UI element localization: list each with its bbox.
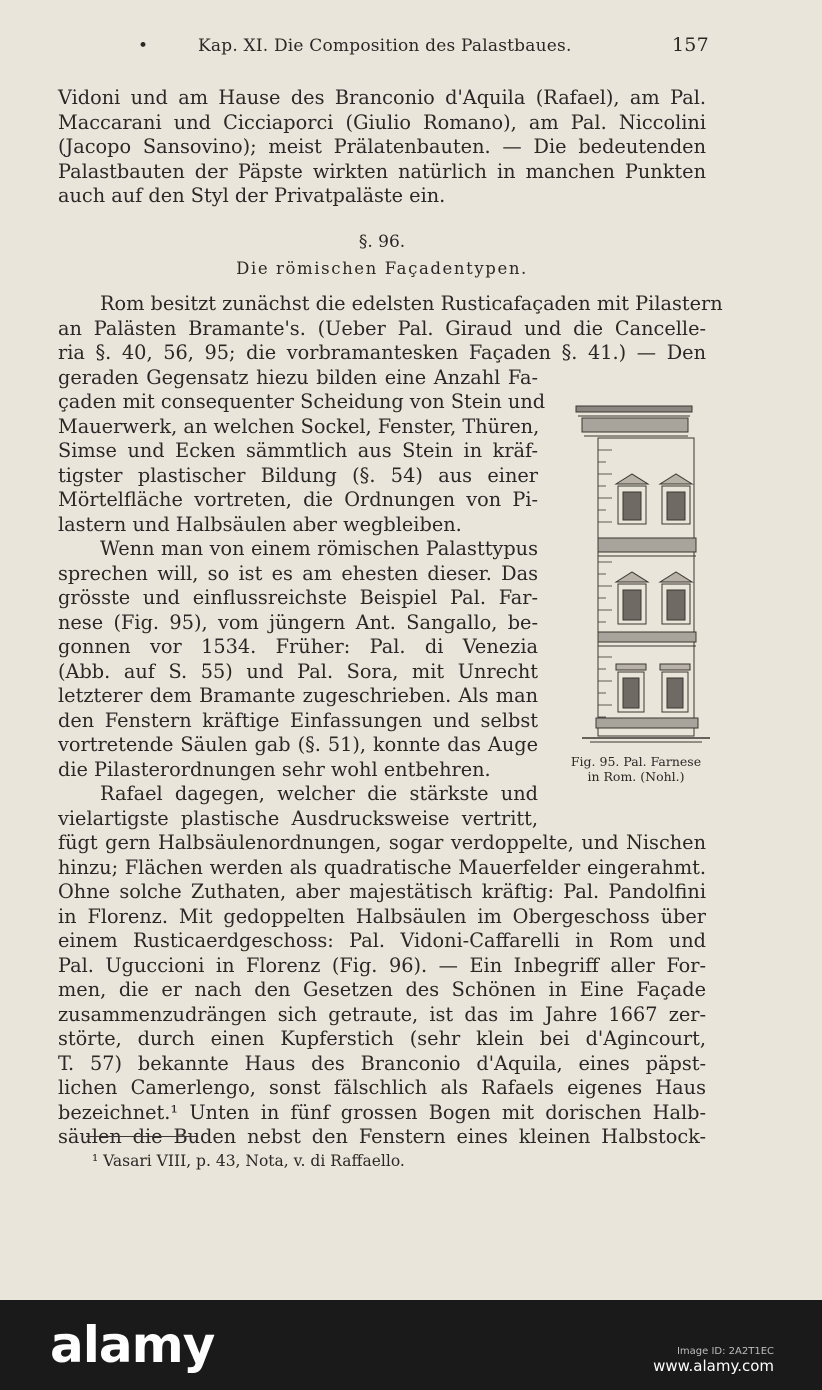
text-line: Wenn man von einem römischen Palasttypus: [100, 537, 538, 560]
text-line: vielartigste plastische Ausdrucksweise vertritt,: [58, 806, 538, 830]
text-line: (Jacopo Sansovino); meist Prälatenbauten. — Die bedeutenden: [58, 135, 706, 158]
page-number: 157: [672, 34, 709, 56]
text-line: Mörtelfläche vortreten, die Ordnungen von Pi-: [58, 488, 538, 511]
footnote: ¹ Vasari VIII, p. 43, Nota, v. di Raffaello.: [92, 1152, 405, 1170]
text-line: nese (Fig. 95), vom jüngern Ant. Sangallo, be-: [58, 610, 538, 634]
section-title: Die römischen Façadentypen.: [236, 259, 528, 278]
text-line: vortretende Säulen gab (§. 51), konnte das Auge: [58, 733, 538, 756]
text-line: letzterer dem Bramante zugeschrieben. Als man: [58, 684, 538, 707]
palazzo-farnese-facade-figure: [570, 402, 720, 748]
text-line: Simse und Ecken sämmtlich aus Stein in kräf-: [58, 439, 538, 462]
image-id-label: Image ID: 2A2T1EC: [676, 1346, 774, 1357]
text-line: Rom besitzt zunächst die edelsten Rusticafaçaden mit Pilastern: [100, 292, 723, 315]
text-line: Vidoni und am Hause des Branconio d'Aquila (Rafael), am Pal.: [58, 86, 706, 109]
section-number: §. 96.: [358, 232, 406, 252]
text-line: gonnen vor 1534. Früher: Pal. di Venezia: [58, 635, 538, 658]
text-line: störte, durch einen Kupferstich (sehr klein bei d'Agincourt,: [58, 1027, 706, 1050]
text-line: T. 57) bekannte Haus des Branconio d'Aquila, eines päpst-: [58, 1051, 706, 1075]
margin-mark: •: [138, 36, 149, 56]
figure-caption-line2: in Rom. (Nohl.): [587, 769, 685, 784]
running-title: Kap. XI. Die Composition des Palastbaues.: [198, 36, 572, 56]
text-line: Pal. Uguccioni in Florenz (Fig. 96). — Ein Inbegriff aller For-: [58, 953, 706, 977]
text-line: auch auf den Styl der Privatpaläste ein.: [58, 184, 446, 207]
text-line: säulen die Buden nebst den Fenstern eines kleinen Halbstock-: [58, 1125, 706, 1148]
text-line: çaden mit consequenter Scheidung von Stein und: [58, 390, 546, 413]
text-line: fügt gern Halbsäulenordnungen, sogar verdoppelte, und Nischen: [58, 831, 706, 854]
text-line: lichen Camerlengo, sonst fälschlich als Rafaels eigenes Haus: [58, 1076, 706, 1099]
text-line: an Palästen Bramante's. (Ueber Pal. Giraud und die Cancelle-: [58, 316, 706, 340]
text-line: grösste und einflussreichste Beispiel Pal. Far-: [58, 586, 538, 609]
text-line: (Abb. auf S. 55) und Pal. Sora, mit Unrecht: [58, 659, 538, 683]
text-line: Maccarani und Cicciaporci (Giulio Romano), am Pal. Niccolini: [58, 110, 706, 134]
text-line: lastern und Halbsäulen aber wegbleiben.: [58, 512, 462, 536]
text-line: Palastbauten der Päpste wirkten natürlich in manchen Punkten: [58, 159, 706, 183]
text-line: den Fenstern kräftige Einfassungen und selbst: [58, 708, 538, 732]
site-url: www.alamy.com: [653, 1357, 774, 1375]
text-line: geraden Gegensatz hiezu bilden eine Anzahl Fa-: [58, 365, 538, 389]
alamy-logo: alamy: [50, 1316, 215, 1374]
text-line: bezeichnet.¹ Unten in fünf grossen Bogen mit dorischen Halb-: [58, 1100, 706, 1124]
text-line: einem Rusticaerdgeschoss: Pal. Vidoni-Caffarelli in Rom und: [58, 929, 706, 952]
text-line: Ohne solche Zuthaten, aber majestätisch kräftig: Pal. Pandolfini: [58, 880, 706, 903]
text-line: zusammenzudrängen sich getraute, ist das im Jahre 1667 zer-: [58, 1002, 706, 1026]
text-line: in Florenz. Mit gedoppelten Halbsäulen im Obergeschoss über: [58, 904, 706, 928]
text-line: die Pilasterordnungen sehr wohl entbehren.: [58, 757, 491, 781]
image-id-block: [653, 1346, 774, 1375]
text-line: sprechen will, so ist es am ehesten dieser. Das: [58, 561, 538, 585]
footnote-rule: [86, 1136, 198, 1137]
text-line: Rafael dagegen, welcher die stärkste und: [100, 782, 538, 805]
figure-caption-line1: Fig. 95. Pal. Farnese: [570, 754, 702, 769]
text-line: men, die er nach den Gesetzen des Schönen in Eine Façade: [58, 978, 706, 1001]
text-line: ria §. 40, 56, 95; die vorbramantesken Façaden §. 41.) — Den: [58, 341, 706, 364]
text-line: tigster plastischer Bildung (§. 54) aus einer: [58, 463, 538, 487]
text-line: hinzu; Flächen werden als quadratische Mauerfelder eingerahmt.: [58, 855, 706, 879]
text-line: Mauerwerk, an welchen Sockel, Fenster, Thüren,: [58, 414, 540, 438]
